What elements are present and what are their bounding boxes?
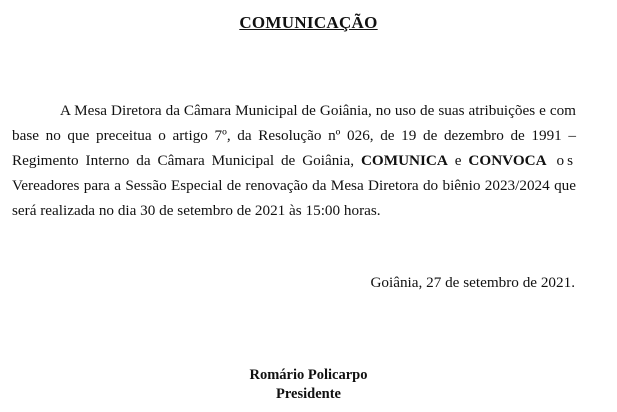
- document-title: COMUNICAÇÃO: [239, 13, 378, 32]
- signature-block: [0, 366, 617, 404]
- place-date: Goiânia, 27 de setembro de 2021.: [370, 274, 575, 291]
- paragraph-text-part1: A Mesa Diretora da Câmara Municipal de Goiânia, no uso de suas atribuições e com base no que preceitua o artigo 7º, da Resolução nº 026, de 19 de dezembro de 1991 – Regimento Interno da Câmara Municipal de Goiânia,: [12, 102, 576, 169]
- body-paragraph: [12, 98, 576, 223]
- paragraph-conjunction: e: [447, 152, 469, 169]
- signatory-role: Presidente: [276, 386, 341, 402]
- paragraph-article-os: os: [546, 152, 576, 169]
- convoca-keyword: CONVOCA: [468, 152, 547, 169]
- comunica-keyword: COMUNICA: [360, 152, 448, 169]
- paragraph-text-part2: Vereadores para a Sessão Especial de renovação da Mesa Diretora do biênio 2023/2024 que será realizada no dia 30 de setembro de 2021 às 15:00 horas.: [12, 177, 576, 219]
- signatory-name: Romário Policarpo: [249, 367, 368, 383]
